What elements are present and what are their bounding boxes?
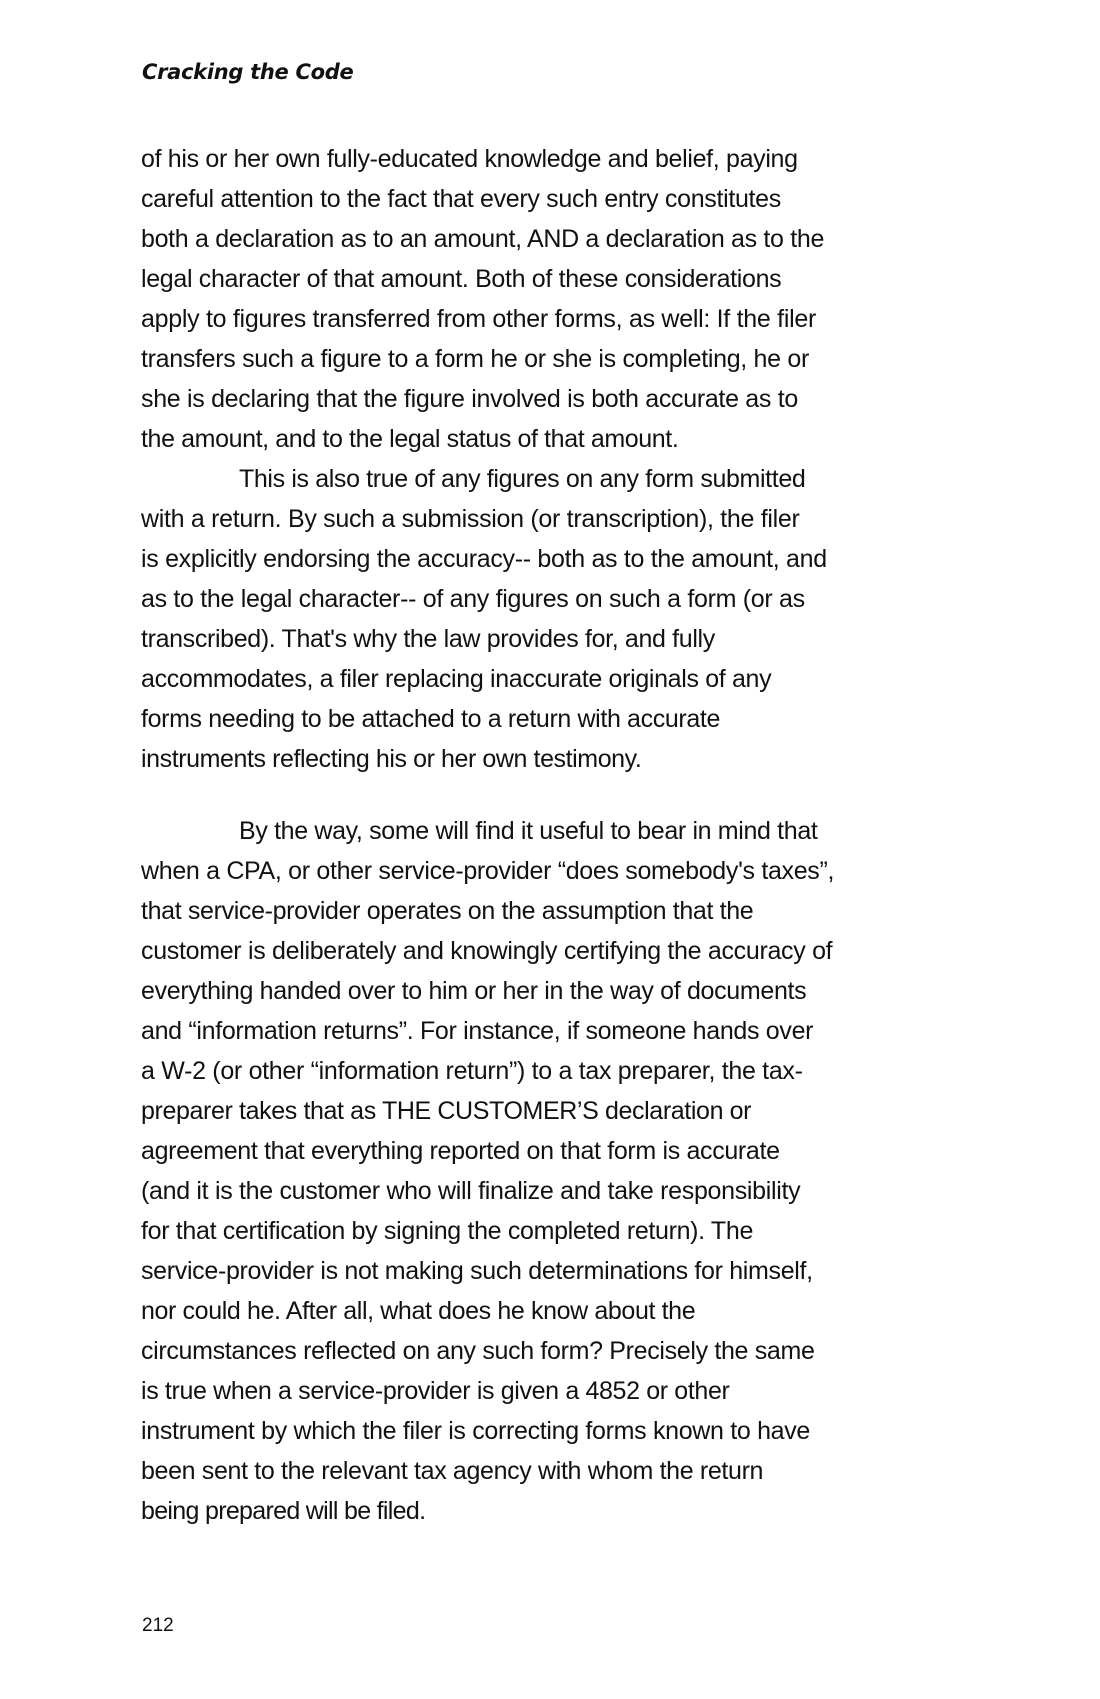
text-line: customer is deliberately and knowingly certifying the accuracy of <box>141 937 833 965</box>
text-line: careful attention to the fact that every such entry constitutes <box>141 185 781 213</box>
text-line-indented: This is also true of any figures on any form submitted <box>239 465 806 493</box>
paragraph-2 <box>141 459 961 779</box>
text-line: is explicitly endorsing the accuracy-- both as to the amount, and <box>141 545 827 573</box>
running-head: Cracking the Code <box>142 60 354 84</box>
text-line: apply to figures transferred from other forms, as well: If the filer <box>141 305 816 333</box>
text-line: is true when a service-provider is given a 4852 or other <box>141 1377 730 1405</box>
text-line: accommodates, a filer replacing inaccurate originals of any <box>141 665 772 693</box>
text-line: transcribed). That's why the law provides for, and fully <box>141 625 715 653</box>
text-line: agreement that everything reported on that form is accurate <box>141 1137 780 1165</box>
text-line: when a CPA, or other service-provider “does somebody's taxes”, <box>141 857 835 885</box>
text-line: nor could he. After all, what does he know about the <box>141 1297 696 1325</box>
text-line: for that certification by signing the completed return). The <box>141 1217 754 1245</box>
text-line: both a declaration as to an amount, AND a declaration as to the <box>141 225 825 253</box>
text-line: circumstances reflected on any such form? Precisely the same <box>141 1337 815 1365</box>
body-text-block-2 <box>141 811 961 1531</box>
text-line: been sent to the relevant tax agency with whom the return <box>141 1457 764 1485</box>
text-line: forms needing to be attached to a return with accurate <box>141 705 720 733</box>
text-line: and “information returns”. For instance, if someone hands over <box>141 1017 814 1045</box>
paragraph-1 <box>141 139 961 459</box>
text-line: a W-2 (or other “information return”) to a tax preparer, the tax- <box>141 1057 803 1085</box>
text-line: with a return. By such a submission (or transcription), the filer <box>141 505 800 533</box>
text-line: instruments reflecting his or her own testimony. <box>141 745 642 773</box>
text-line: she is declaring that the figure involved is both accurate as to <box>141 385 798 413</box>
paragraph-3 <box>141 811 961 1531</box>
text-line: instrument by which the filer is correcting forms known to have <box>141 1417 811 1445</box>
body-text-block-1 <box>141 139 961 779</box>
text-line: as to the legal character-- of any figures on such a form (or as <box>141 585 805 613</box>
text-line: preparer takes that as THE CUSTOMER’S declaration or <box>141 1097 752 1125</box>
text-line: (and it is the customer who will finalize and take responsibility <box>141 1177 801 1205</box>
text-line: being prepared will be filed. <box>141 1497 426 1525</box>
text-line: that service-provider operates on the assumption that the <box>141 897 754 925</box>
text-line: legal character of that amount. Both of these considerations <box>141 265 782 293</box>
text-line: of his or her own fully-educated knowledge and belief, paying <box>141 145 798 173</box>
text-line: service-provider is not making such determinations for himself, <box>141 1257 813 1285</box>
page-number: 212 <box>142 1615 174 1636</box>
text-line: everything handed over to him or her in the way of documents <box>141 977 807 1005</box>
text-line-indented: By the way, some will find it useful to bear in mind that <box>239 817 818 845</box>
text-line: transfers such a figure to a form he or she is completing, he or <box>141 345 809 373</box>
text-line: the amount, and to the legal status of that amount. <box>141 425 679 453</box>
